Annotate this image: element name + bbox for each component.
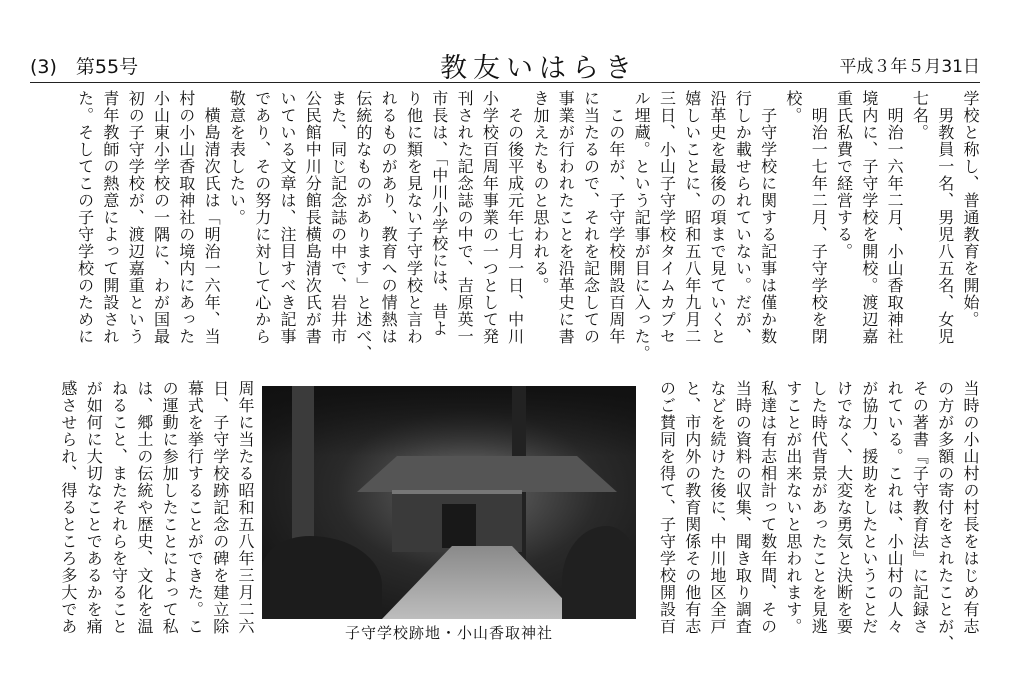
photo-shrine-roof — [357, 456, 617, 492]
article-text-bottom-right: 当時の小山村の村長をはじめ有志 の方が多額の寄付をされたことが、 その著書『子守教育法』に記録さ れている。これは、小山村の人々 が協力、援助をしたということだ けでなく、大変な勇気と決断を要 した時代背景があったことを見逃 すことが出来ないと思われます。 私達は有志相計って数年間、その 当時の資料の収集、聞き取り調査 などを続けた後に、中川地区全戸 と、市内外の教育関係その他有志 のご賛同を得て、子守学校開設百 — [657, 380, 980, 652]
photo-tree-canopy — [262, 386, 636, 456]
photo-shrubbery — [562, 526, 636, 619]
photo-shrine-door — [442, 504, 476, 548]
issue-date: 平成３年５月31日 — [839, 57, 980, 77]
issue-number: (3) 第55号 — [30, 56, 139, 78]
article-text-top: 学校と称し、普通教育を開始。 男教員一名、男児八五名、女児 七名。 明治一六年二月、小山香取神社 境内に、子守学校を開校。渡辺嘉 重氏私費で経営する。 明治一七年二月、子守学校を閉 校。 子守学校に関する記事は僅か数 行しか載せられていない。だが、 沿革史を最後の項まで見ていくと 嬉しいことに、昭和五八年九月二 三日、小山子守学校タイムカプセ ル埋蔵。という記事が目に入った。 この年が、子守学校開設百周年 に当たるので、それを記念しての 事業が行われたことを沿革史に書 き加えたものと思われる。 その後平成元年七月一日、中川 小学校百周年事業の一つとして発 刊された記念誌の中で、吉原英一 市長は、「中川小学校には、昔よ り他に類を見ない子守学校と言わ れるものがあり、教育への情熱は 伝統的なものがあります」と述べ、 また、同じ記念誌の中で、岩井市 公民館中川分館長横島清次氏が書 いている文章は、注目すべき記事 であり、その努力に対して心から 敬意を表したい。 横島清次氏は「明治一六年、当 村の小山香取神社の境内にあった 小山東小学校の一隅に、わが国最 初の子守学校が、渡辺嘉重という 青年教師の熱意によって開設され た。そしてこの子守学校のために — [75, 90, 980, 362]
photo-caption: 子守学校跡地・小山香取神社 — [344, 624, 553, 642]
newsletter-title: 教友いはらき — [440, 53, 638, 84]
page-header — [30, 46, 980, 86]
photo-stone-path — [382, 546, 582, 619]
header-rule — [30, 82, 980, 83]
shrine-photo — [262, 386, 636, 619]
article-text-bottom-left: 周年に当たる昭和五八年三月二六 日、子守学校跡記念の碑を建立除 幕式を挙行することができた。こ の運動に参加したことによって私 は、郷土の伝統や歴史、文化を温 ねること、またそれらを守ること が如何に大切なことであるかを痛 感させられ、得るところ多大であ — [58, 380, 255, 635]
photo-shrubbery — [262, 536, 382, 619]
